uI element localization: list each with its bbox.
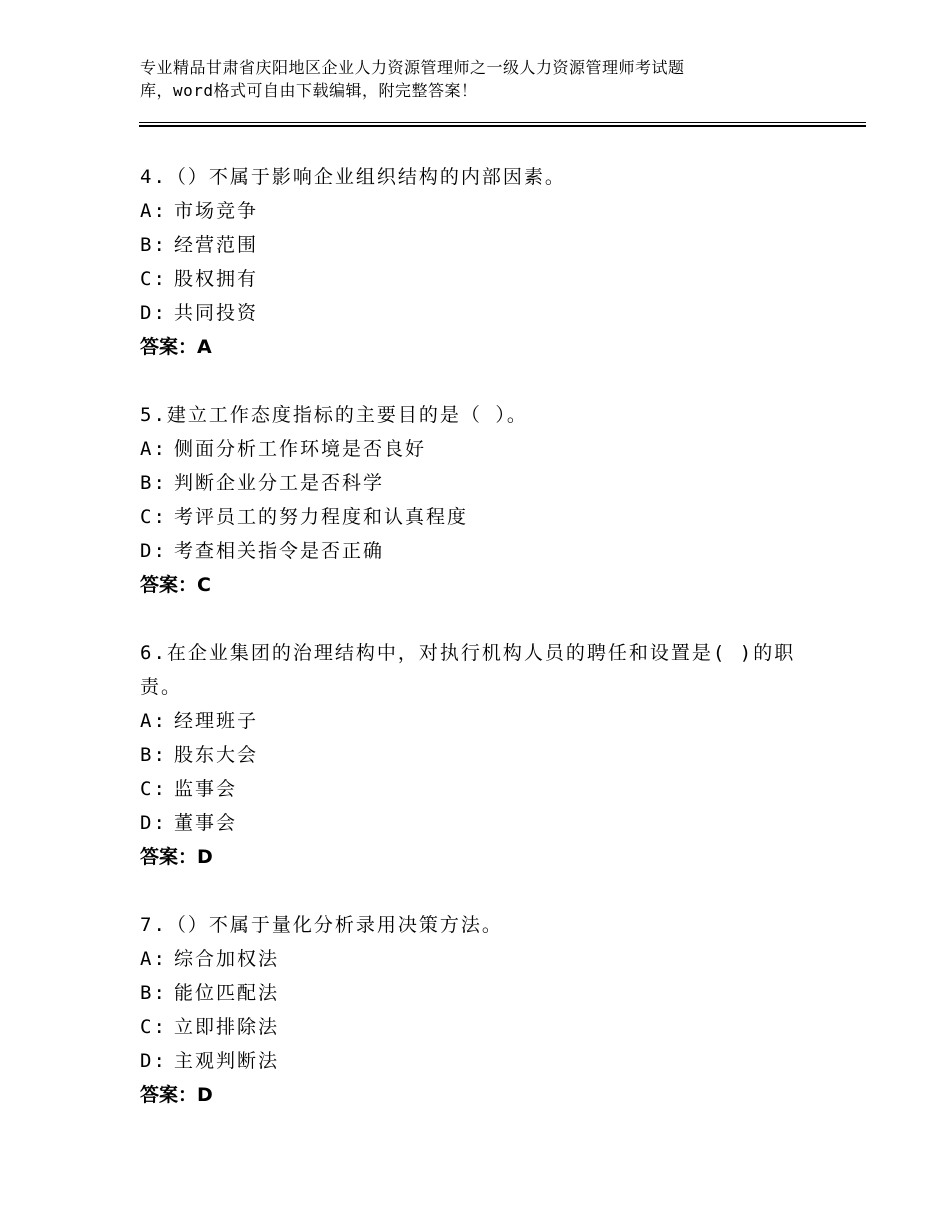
answer-line: 答案：C [140, 574, 211, 596]
option-label: C: [140, 506, 167, 528]
option-d [140, 1044, 820, 1078]
question-list [140, 160, 820, 1146]
option-text: 能位匹配法 [174, 982, 280, 1004]
option-text: 监事会 [174, 778, 238, 800]
answer-line: 答案：A [140, 336, 212, 358]
question-5 [140, 398, 820, 602]
document-header [140, 56, 780, 102]
option-label: B: [140, 982, 167, 1004]
option-d [140, 806, 820, 840]
option-a [140, 942, 820, 976]
answer-line: 答案：D [140, 846, 213, 868]
option-label: B: [140, 472, 167, 494]
option-b [140, 738, 820, 772]
option-label: C: [140, 268, 167, 290]
option-label: C: [140, 1016, 167, 1038]
question-6 [140, 636, 820, 874]
option-text: 经理班子 [174, 710, 259, 732]
answer-line: 答案：D [140, 1084, 213, 1106]
option-c [140, 1010, 820, 1044]
option-c [140, 772, 820, 806]
question-stem: 4.（）不属于影响企业组织结构的内部因素。 [140, 166, 566, 188]
option-text: 共同投资 [174, 302, 259, 324]
option-c [140, 262, 820, 296]
option-text: 判断企业分工是否科学 [174, 472, 385, 494]
option-label: D: [140, 302, 167, 324]
option-d [140, 534, 820, 568]
option-text: 主观判断法 [174, 1050, 280, 1072]
option-text: 市场竞争 [174, 200, 259, 222]
option-text: 侧面分析工作环境是否良好 [174, 438, 427, 460]
option-label: A: [140, 948, 167, 970]
option-label: C: [140, 778, 167, 800]
option-label: A: [140, 710, 167, 732]
question-stem: 7.（）不属于量化分析录用决策方法。 [140, 914, 503, 936]
option-text: 考查相关指令是否正确 [174, 540, 385, 562]
option-a [140, 704, 820, 738]
header-divider-thick [139, 125, 866, 127]
option-label: A: [140, 438, 167, 460]
option-d [140, 296, 820, 330]
option-a [140, 194, 820, 228]
option-text: 股权拥有 [174, 268, 259, 290]
option-b [140, 228, 820, 262]
option-text: 股东大会 [174, 744, 259, 766]
option-text: 董事会 [174, 812, 238, 834]
option-text: 立即排除法 [174, 1016, 280, 1038]
question-4 [140, 160, 820, 364]
option-text: 综合加权法 [174, 948, 280, 970]
option-label: D: [140, 540, 167, 562]
option-a [140, 432, 820, 466]
option-b [140, 466, 820, 500]
question-stem: 5.建立工作态度指标的主要目的是（ ）。 [140, 404, 528, 426]
header-title-line-1: 专业精品甘肃省庆阳地区企业人力资源管理师之一级人力资源管理师考试题 [140, 58, 685, 77]
option-text: 经营范围 [174, 234, 259, 256]
option-label: D: [140, 812, 167, 834]
header-title-line-2: 库，word格式可自由下载编辑，附完整答案！ [140, 81, 478, 100]
question-stem: 6.在企业集团的治理结构中，对执行机构人员的聘任和设置是( )的职责。 [140, 642, 796, 698]
header-divider-thin [139, 122, 866, 123]
option-b [140, 976, 820, 1010]
option-label: B: [140, 234, 167, 256]
question-7 [140, 908, 820, 1112]
option-label: B: [140, 744, 167, 766]
option-c [140, 500, 820, 534]
option-label: D: [140, 1050, 167, 1072]
option-label: A: [140, 200, 167, 222]
option-text: 考评员工的努力程度和认真程度 [174, 506, 469, 528]
